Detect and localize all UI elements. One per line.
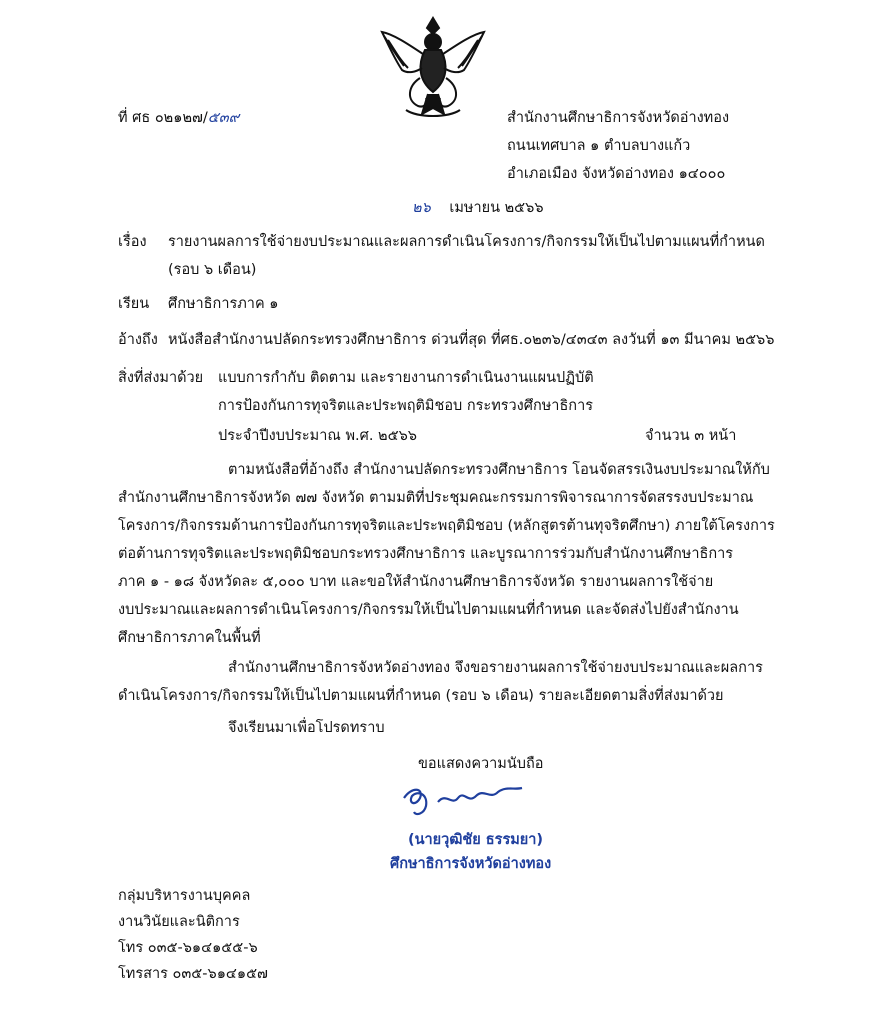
doc-number-handwritten: ๕๓๙ xyxy=(207,110,240,126)
enclosure-line3: ประจำปีงบประมาณ พ.ศ. ๒๕๖๖ xyxy=(218,428,417,444)
date-day-handwritten: ๒๖ xyxy=(412,200,431,216)
office-address-line2: ถนนเทศบาล ๑ ตำบลบางแก้ว xyxy=(507,138,691,154)
para1-line1: ตามหนังสือที่อ้างถึง สำนักงานปลัดกระทรวงศึกษาธิการ โอนจัดสรรเงินงบประมาณให้กับ xyxy=(228,462,770,478)
recipient-value: ศึกษาธิการภาค ๑ xyxy=(168,296,279,312)
closing-request: จึงเรียนมาเพื่อโปรดทราบ xyxy=(228,720,385,736)
para2-line1: สำนักงานศึกษาธิการจังหวัดอ่างทอง จึงขอรายงานผลการใช้จ่ายงบประมาณและผลการ xyxy=(228,660,763,676)
enclosure-line2: การป้องกันการทุจริตและประพฤติมิชอบ กระทรวงศึกษาธิการ xyxy=(218,398,594,414)
office-address-line3: อำเภอเมือง จังหวัดอ่างทอง ๑๔๐๐๐ xyxy=(507,166,726,182)
enclosure-label: สิ่งที่ส่งมาด้วย xyxy=(118,370,204,386)
footer-subunit: งานวินัยและนิติการ xyxy=(118,914,240,930)
doc-number xyxy=(118,108,239,128)
recipient-label: เรียน xyxy=(118,296,150,312)
reference-value: หนังสือสำนักงานปลัดกระทรวงศึกษาธิการ ด่วนที่สุด ที่ศธ.๐๒๓๖/๔๓๔๓ ลงวันที่ ๑๓ มีนาคม ๒๕๖๖ xyxy=(168,332,775,348)
footer-fax: โทรสาร ๐๓๕-๖๑๔๑๕๗ xyxy=(118,966,268,982)
date-month-year: เมษายน ๒๕๖๖ xyxy=(449,200,544,216)
enclosure-pages: จำนวน ๓ หน้า xyxy=(645,428,737,444)
para2-line2: ดำเนินโครงการ/กิจกรรมให้เป็นไปตามแผนที่กำหนด (รอบ ๖ เดือน) รายละเอียดตามสิ่งที่ส่งมาด้วย xyxy=(118,688,724,704)
footer-unit: กลุ่มบริหารงานบุคคล xyxy=(118,888,251,904)
para1-line4: ต่อต้านการทุจริตและประพฤติมิชอบกระทรวงศึกษาธิการ และบูรณาการร่วมกับสำนักงานศึกษาธิการ xyxy=(118,546,734,562)
signatory-name: (นายวุฒิชัย ธรรมยา) xyxy=(408,832,544,848)
closing-salutation: ขอแสดงความนับถือ xyxy=(418,756,544,772)
para1-line3: โครงการ/กิจกรรมด้านการป้องกันการทุจริตและประพฤติมิชอบ (หลักสูตรต้านทุจริตศึกษา) ภายใต้โครงการ xyxy=(118,518,775,534)
subject-line1: รายงานผลการใช้จ่ายงบประมาณและผลการดำเนินโครงการ/กิจกรรมให้เป็นไปตามแผนที่กำหนด xyxy=(168,234,765,250)
signatory-position: ศึกษาธิการจังหวัดอ่างทอง xyxy=(390,856,552,872)
para1-line6: งบประมาณและผลการดำเนินโครงการ/กิจกรรมให้เป็นไปตามแผนที่กำหนด และจัดส่งไปยังสำนักงาน xyxy=(118,602,739,618)
enclosure-line1: แบบการกำกับ ติดตาม และรายงานการดำเนินงานแผนปฏิบัติ xyxy=(218,370,594,386)
footer-phone: โทร ๐๓๕-๖๑๔๑๕๕-๖ xyxy=(118,940,258,956)
reference-label: อ้างถึง xyxy=(118,332,158,348)
subject-line2: (รอบ ๖ เดือน) xyxy=(168,262,257,278)
subject-label: เรื่อง xyxy=(118,234,147,250)
letter-date xyxy=(412,198,544,218)
para1-line5: ภาค ๑ - ๑๘ จังหวัดละ ๕,๐๐๐ บาท และขอให้สำนักงานศึกษาธิการจังหวัด รายงานผลการใช้จ่าย xyxy=(118,574,714,590)
para1-line2: สำนักงานศึกษาธิการจังหวัด ๗๗ จังหวัด ตามมติที่ประชุมคณะกรรมการพิจารณาการจัดสรรงบประมาณ xyxy=(118,490,754,506)
office-address-line1: สำนักงานศึกษาธิการจังหวัดอ่างทอง xyxy=(507,110,730,126)
garuda-emblem-icon xyxy=(378,14,488,122)
handwritten-signature-icon xyxy=(398,780,528,820)
para1-line7: ศึกษาธิการภาคในพื้นที่ xyxy=(118,630,261,646)
doc-number-prefix: ที่ ศธ ๐๒๑๒๗/ xyxy=(118,110,208,126)
